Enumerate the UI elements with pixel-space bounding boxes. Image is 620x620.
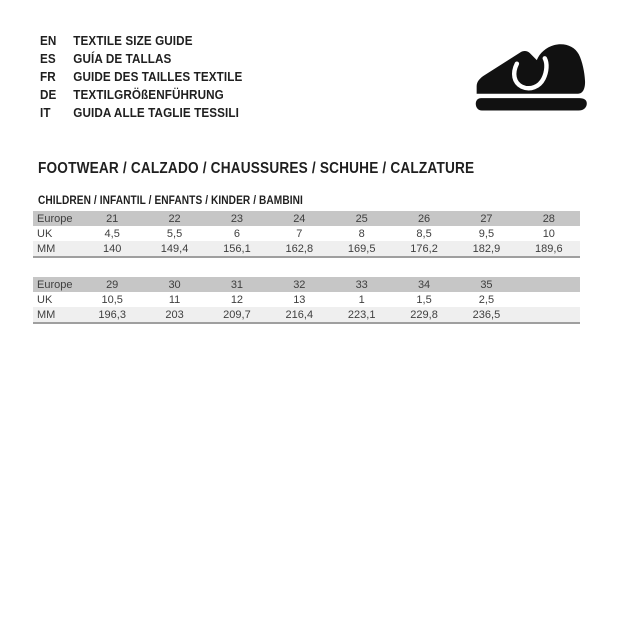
row-label: MM: [37, 308, 56, 321]
language-row: [40, 103, 242, 121]
children-shoe-icon: [474, 40, 589, 113]
size-cell: 156,1: [223, 242, 251, 255]
size-cell: 9,5: [478, 227, 495, 240]
size-cell: 7: [296, 227, 303, 240]
section-subtitle: CHILDREN / INFANTIL / ENFANTS / KINDER / BAMBINI: [38, 195, 303, 207]
size-cell: 21: [106, 212, 119, 225]
language-code: EN: [40, 32, 57, 48]
table-row-uk: [33, 226, 580, 241]
size-cell: 33: [355, 278, 368, 291]
size-cell: 11: [168, 293, 181, 306]
size-table-1: [33, 211, 580, 258]
table-row-mm: [33, 307, 580, 322]
size-cell: 149,4: [160, 242, 189, 255]
row-label: Europe: [37, 212, 73, 225]
size-cell: 223,1: [347, 308, 376, 321]
size-cell: 8: [358, 227, 365, 240]
size-cell: 140: [103, 242, 122, 255]
size-cell: 13: [293, 293, 306, 306]
size-cell: 8,5: [416, 227, 432, 240]
language-label: TEXTILGRÖßENFÜHRUNG: [73, 86, 224, 102]
size-cell: 209,7: [223, 308, 251, 321]
language-label: GUIDA ALLE TAGLIE TESSILI: [73, 104, 239, 120]
language-label: GUIDE DES TAILLES TEXTILE: [73, 68, 243, 84]
size-cell: 31: [230, 278, 244, 291]
table-row-europe: [33, 211, 580, 226]
size-cell: 1,5: [416, 293, 432, 306]
size-cell: 2,5: [478, 293, 495, 306]
size-cell: 196,3: [98, 308, 126, 321]
row-label: UK: [37, 227, 53, 240]
size-cell: 216,4: [285, 308, 314, 321]
size-cell: 22: [168, 212, 181, 225]
size-tables: [33, 211, 580, 343]
row-label: UK: [37, 293, 53, 306]
language-label: TEXTILE SIZE GUIDE: [73, 32, 193, 48]
size-cell: 1: [358, 293, 365, 306]
language-list: [40, 31, 265, 121]
size-cell: 236,5: [472, 308, 501, 321]
language-code: IT: [40, 104, 51, 120]
language-code: DE: [40, 86, 57, 102]
size-cell: 35: [480, 278, 493, 291]
size-table-2: [33, 277, 580, 324]
size-cell: 5,5: [166, 227, 183, 240]
section-title: FOOTWEAR / CALZADO / CHAUSSURES / SCHUHE / CALZATURE: [38, 160, 475, 177]
size-cell: 169,5: [347, 242, 376, 255]
language-row: [40, 49, 242, 67]
size-cell: 6: [233, 227, 240, 240]
size-cell: 10,5: [101, 293, 123, 306]
row-label: MM: [37, 242, 56, 255]
row-label: Europe: [37, 278, 73, 291]
size-cell: 10: [542, 227, 555, 240]
language-row: [40, 31, 242, 49]
size-cell: 28: [542, 212, 555, 225]
size-cell: 34: [417, 278, 431, 291]
size-cell: 26: [417, 212, 431, 225]
size-cell: 27: [480, 212, 493, 225]
size-cell: 182,9: [472, 242, 501, 255]
size-cell: 176,2: [410, 242, 438, 255]
table-row-uk: [33, 292, 580, 307]
size-cell: 189,6: [535, 242, 563, 255]
table-row-europe: [33, 277, 580, 292]
size-cell: 229,8: [410, 308, 438, 321]
language-row: [40, 85, 242, 103]
size-cell: 25: [355, 212, 368, 225]
language-code: FR: [40, 68, 56, 84]
size-cell: 30: [168, 278, 181, 291]
size-cell: 32: [293, 278, 306, 291]
language-code: ES: [40, 50, 56, 66]
size-cell: 23: [230, 212, 244, 225]
size-cell: 203: [165, 308, 184, 321]
size-cell: 162,8: [285, 242, 314, 255]
shoe-sole-shape: [476, 98, 587, 110]
size-cell: 24: [293, 212, 306, 225]
table-row-mm: [33, 241, 580, 256]
language-label: GUÍA DE TALLAS: [73, 50, 172, 66]
language-row: [40, 67, 242, 85]
size-cell: 12: [230, 293, 244, 306]
size-cell: 4,5: [104, 227, 120, 240]
size-cell: 29: [106, 278, 119, 291]
